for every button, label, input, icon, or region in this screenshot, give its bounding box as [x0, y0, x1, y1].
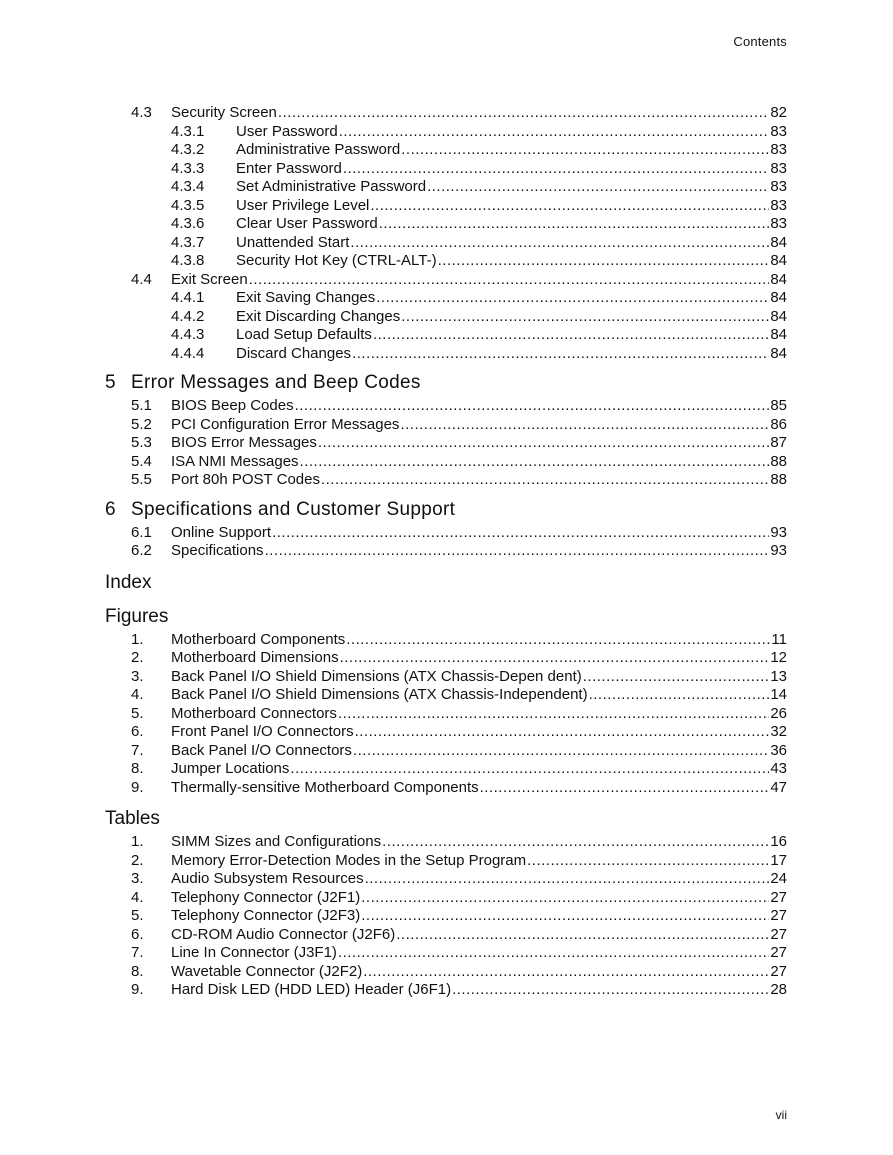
- dot-leader: [343, 160, 769, 179]
- section-4-entries: [0, 104, 893, 363]
- dot-leader: [300, 453, 770, 472]
- entry-title: CD-ROM Audio Connector (J2F6): [171, 925, 396, 943]
- entry-title: Enter Password: [236, 159, 342, 177]
- table-of-contents: [0, 104, 893, 1000]
- dot-leader: [427, 178, 769, 197]
- dot-leader: [452, 981, 769, 1000]
- entry-number: 4.3.4: [171, 178, 205, 195]
- chapter-6-entries: [0, 524, 893, 561]
- tables-list: [0, 833, 893, 1000]
- toc-entry[interactable]: [0, 760, 893, 779]
- toc-entry[interactable]: [0, 434, 893, 453]
- toc-entry[interactable]: [0, 271, 893, 290]
- entry-page: 88: [770, 452, 787, 470]
- entry-number: 4.3.5: [171, 196, 205, 214]
- toc-entry[interactable]: [0, 981, 893, 1000]
- entry-title: SIMM Sizes and Configurations: [171, 833, 382, 850]
- dot-leader: [438, 252, 770, 271]
- figures-list: [0, 631, 893, 798]
- toc-entry[interactable]: [0, 234, 893, 253]
- entry-title: Online Support: [171, 523, 272, 541]
- entry-number: 4.: [131, 888, 144, 906]
- entry-title: Load Setup Defaults: [236, 326, 372, 343]
- entry-page: 88: [770, 471, 787, 488]
- dot-leader: [379, 215, 770, 234]
- entry-number: 6.: [131, 723, 144, 740]
- entry-page: 83: [770, 159, 787, 177]
- entry-title: Telephony Connector (J2F1): [171, 888, 361, 906]
- entry-title: BIOS Error Messages: [171, 434, 317, 451]
- entry-page: 24: [770, 870, 787, 887]
- entry-page: 27: [770, 907, 787, 924]
- entry-page: 27: [770, 944, 787, 961]
- dot-leader: [361, 907, 769, 926]
- entry-title: User Password: [236, 122, 338, 140]
- entry-title: Unattended Start: [236, 233, 350, 251]
- entry-page: 82: [770, 104, 787, 121]
- dot-leader: [400, 416, 769, 435]
- entry-number: 9.: [131, 778, 144, 796]
- entry-page: 47: [770, 778, 787, 796]
- section-title: Tables: [105, 808, 160, 829]
- entry-page: 36: [770, 741, 787, 759]
- tables-heading: [0, 807, 893, 831]
- entry-number: 5.2: [131, 415, 152, 433]
- entry-number: 5.: [131, 704, 144, 722]
- dot-leader: [272, 524, 769, 543]
- dot-leader: [278, 104, 769, 123]
- entry-number: 5.1: [131, 397, 152, 414]
- entry-page: 27: [770, 925, 787, 943]
- entry-title: Telephony Connector (J2F3): [171, 907, 361, 924]
- entry-page: 12: [770, 649, 787, 666]
- dot-leader: [370, 197, 769, 216]
- toc-entry[interactable]: [0, 963, 893, 982]
- entry-title: Motherboard Connectors: [171, 704, 337, 722]
- dot-leader: [350, 234, 769, 253]
- entry-title: Motherboard Dimensions: [171, 649, 339, 666]
- toc-entry[interactable]: [0, 178, 893, 197]
- entry-page: 84: [770, 307, 787, 325]
- entry-title: BIOS Beep Codes: [171, 397, 294, 414]
- dot-leader: [249, 271, 770, 290]
- toc-entry[interactable]: [0, 852, 893, 871]
- toc-entry[interactable]: [0, 141, 893, 160]
- toc-entry[interactable]: [0, 160, 893, 179]
- toc-entry[interactable]: [0, 197, 893, 216]
- dot-leader: [346, 631, 770, 650]
- chapter-5-heading[interactable]: [0, 371, 893, 395]
- entry-number: 3.: [131, 667, 144, 685]
- entry-page: 83: [770, 141, 787, 158]
- toc-entry[interactable]: [0, 742, 893, 761]
- toc-entry[interactable]: [0, 471, 893, 490]
- dot-leader: [265, 542, 770, 561]
- entry-page: 84: [770, 252, 787, 269]
- entry-page: 93: [770, 542, 787, 559]
- entry-page: 84: [770, 289, 787, 306]
- dot-leader: [338, 705, 769, 724]
- entry-title: Audio Subsystem Resources: [171, 870, 364, 887]
- entry-number: 4.3.6: [171, 215, 205, 232]
- entry-title: Back Panel I/O Shield Dimensions (ATX Chassis-Independent): [171, 686, 588, 703]
- entry-page: 83: [770, 196, 787, 214]
- entry-number: 4.4.1: [171, 289, 205, 306]
- entry-number: 1.: [131, 833, 144, 850]
- entry-number: 6.: [131, 925, 144, 943]
- toc-entry[interactable]: [0, 416, 893, 435]
- entry-number: 4.4: [131, 270, 152, 288]
- entry-number: 4.3.2: [171, 141, 205, 158]
- toc-entry[interactable]: [0, 779, 893, 798]
- toc-entry[interactable]: [0, 308, 893, 327]
- dot-leader: [355, 723, 770, 742]
- toc-entry[interactable]: [0, 631, 893, 650]
- entry-number: 4.3.8: [171, 252, 205, 269]
- entry-number: 1.: [131, 630, 144, 648]
- dot-leader: [339, 123, 770, 142]
- entry-title: Exit Discarding Changes: [236, 307, 401, 325]
- toc-entry[interactable]: [0, 326, 893, 345]
- dot-leader: [290, 760, 769, 779]
- section-title: Figures: [105, 605, 169, 627]
- toc-entry[interactable]: [0, 397, 893, 416]
- toc-entry[interactable]: [0, 524, 893, 543]
- chapter-5-entries: [0, 397, 893, 490]
- entry-title: Security Screen: [171, 104, 277, 121]
- entry-number: 4.3.3: [171, 159, 205, 177]
- page-number: vii: [775, 1108, 787, 1122]
- entry-title: PCI Configuration Error Messages: [171, 415, 400, 433]
- figures-heading: [0, 605, 893, 629]
- entry-number: 6.2: [131, 542, 152, 559]
- entry-page: 93: [770, 523, 787, 541]
- entry-page: 84: [770, 326, 787, 343]
- entry-page: 83: [770, 178, 787, 195]
- entry-number: 7.: [131, 944, 144, 961]
- dot-leader: [382, 833, 769, 852]
- entry-number: 2.: [131, 649, 144, 666]
- entry-number: 9.: [131, 981, 144, 998]
- dot-leader: [295, 397, 770, 416]
- dot-leader: [363, 963, 769, 982]
- entry-number: 4.4.3: [171, 326, 205, 343]
- entry-number: 4.: [131, 686, 144, 703]
- entry-number: 4.3: [131, 104, 152, 121]
- entry-number: 8.: [131, 760, 144, 777]
- entry-page: 32: [770, 723, 787, 740]
- entry-page: 26: [770, 704, 787, 722]
- chapter-title: Error Messages and Beep Codes: [131, 372, 421, 393]
- entry-title: User Privilege Level: [236, 196, 370, 214]
- entry-title: Thermally-sensitive Motherboard Components: [171, 778, 479, 796]
- index-heading[interactable]: [0, 571, 893, 595]
- dot-leader: [401, 141, 769, 160]
- running-header: Contents: [733, 34, 787, 49]
- dot-leader: [373, 326, 769, 345]
- entry-page: 83: [770, 122, 787, 140]
- dot-leader: [340, 649, 770, 668]
- section-title: Index: [105, 571, 152, 593]
- entry-title: ISA NMI Messages: [171, 452, 299, 470]
- toc-entry[interactable]: [0, 686, 893, 705]
- toc-entry[interactable]: [0, 723, 893, 742]
- dot-leader: [401, 308, 769, 327]
- entry-number: 6.1: [131, 523, 152, 541]
- entry-page: 86: [770, 415, 787, 433]
- toc-entry[interactable]: [0, 252, 893, 271]
- dot-leader: [376, 289, 769, 308]
- entry-title: Jumper Locations: [171, 760, 290, 777]
- toc-entry[interactable]: [0, 123, 893, 142]
- dot-leader: [321, 471, 769, 490]
- toc-entry[interactable]: [0, 705, 893, 724]
- dot-leader: [338, 944, 769, 963]
- toc-entry[interactable]: [0, 907, 893, 926]
- entry-page: 11: [771, 630, 787, 648]
- entry-page: 27: [770, 962, 787, 980]
- toc-entry[interactable]: [0, 453, 893, 472]
- entry-title: Set Administrative Password: [236, 178, 427, 195]
- chapter-number: 5: [105, 372, 116, 393]
- entry-title: Wavetable Connector (J2F2): [171, 962, 363, 980]
- entry-title: Memory Error-Detection Modes in the Setup Program: [171, 851, 527, 869]
- entry-number: 2.: [131, 851, 144, 869]
- entry-page: 83: [770, 215, 787, 232]
- toc-entry[interactable]: [0, 649, 893, 668]
- entry-number: 5.4: [131, 452, 152, 470]
- entry-page: 16: [770, 833, 787, 850]
- entry-page: 85: [770, 397, 787, 414]
- entry-page: 87: [770, 434, 787, 451]
- entry-title: Port 80h POST Codes: [171, 471, 320, 488]
- entry-title: Back Panel I/O Connectors: [171, 741, 352, 759]
- toc-entry[interactable]: [0, 889, 893, 908]
- entry-title: Front Panel I/O Connectors: [171, 723, 354, 740]
- dot-leader: [589, 686, 770, 705]
- entry-number: 7.: [131, 741, 144, 759]
- chapter-number: 6: [105, 498, 116, 520]
- toc-entry[interactable]: [0, 345, 893, 364]
- entry-page: 43: [770, 760, 787, 777]
- entry-title: Clear User Password: [236, 215, 378, 232]
- entry-title: Administrative Password: [236, 141, 401, 158]
- entry-title: Motherboard Components: [171, 630, 346, 648]
- entry-title: Specifications: [171, 542, 264, 559]
- entry-title: Back Panel I/O Shield Dimensions (ATX Chassis-Depen dent): [171, 667, 582, 685]
- entry-page: 14: [770, 686, 787, 703]
- toc-entry[interactable]: [0, 289, 893, 308]
- dot-leader: [365, 870, 770, 889]
- entry-page: 84: [770, 344, 787, 362]
- dot-leader: [480, 779, 770, 798]
- entry-title: Exit Screen: [171, 270, 248, 288]
- dot-leader: [352, 345, 769, 364]
- dot-leader: [527, 852, 769, 871]
- dot-leader: [353, 742, 769, 761]
- entry-title: Hard Disk LED (HDD LED) Header (J6F1): [171, 981, 452, 998]
- dot-leader: [396, 926, 769, 945]
- toc-entry[interactable]: [0, 542, 893, 561]
- toc-entry[interactable]: [0, 926, 893, 945]
- entry-number: 4.3.7: [171, 233, 205, 251]
- dot-leader: [318, 434, 769, 453]
- entry-page: 28: [770, 981, 787, 998]
- entry-number: 4.3.1: [171, 122, 205, 140]
- entry-page: 84: [770, 233, 787, 251]
- entry-title: Security Hot Key (CTRL-ALT-): [236, 252, 437, 269]
- toc-entry[interactable]: [0, 668, 893, 687]
- entry-page: 27: [770, 888, 787, 906]
- entry-number: 4.4.2: [171, 307, 205, 325]
- dot-leader: [361, 889, 769, 908]
- entry-page: 84: [770, 270, 787, 288]
- toc-entry[interactable]: [0, 944, 893, 963]
- entry-title: Discard Changes: [236, 344, 352, 362]
- toc-entry[interactable]: [0, 870, 893, 889]
- toc-entry[interactable]: [0, 215, 893, 234]
- toc-entry[interactable]: [0, 104, 893, 123]
- entry-number: 5.5: [131, 471, 152, 488]
- entry-title: Exit Saving Changes: [236, 289, 376, 306]
- toc-entry[interactable]: [0, 833, 893, 852]
- entry-number: 5.: [131, 907, 144, 924]
- chapter-title: Specifications and Customer Support: [131, 498, 456, 520]
- entry-number: 8.: [131, 962, 144, 980]
- dot-leader: [583, 668, 770, 687]
- entry-title: Line In Connector (J3F1): [171, 944, 337, 961]
- entry-number: 4.4.4: [171, 344, 205, 362]
- chapter-6-heading[interactable]: [0, 498, 893, 522]
- entry-page: 13: [770, 667, 787, 685]
- entry-number: 5.3: [131, 434, 152, 451]
- entry-number: 3.: [131, 870, 144, 887]
- entry-page: 17: [770, 851, 787, 869]
